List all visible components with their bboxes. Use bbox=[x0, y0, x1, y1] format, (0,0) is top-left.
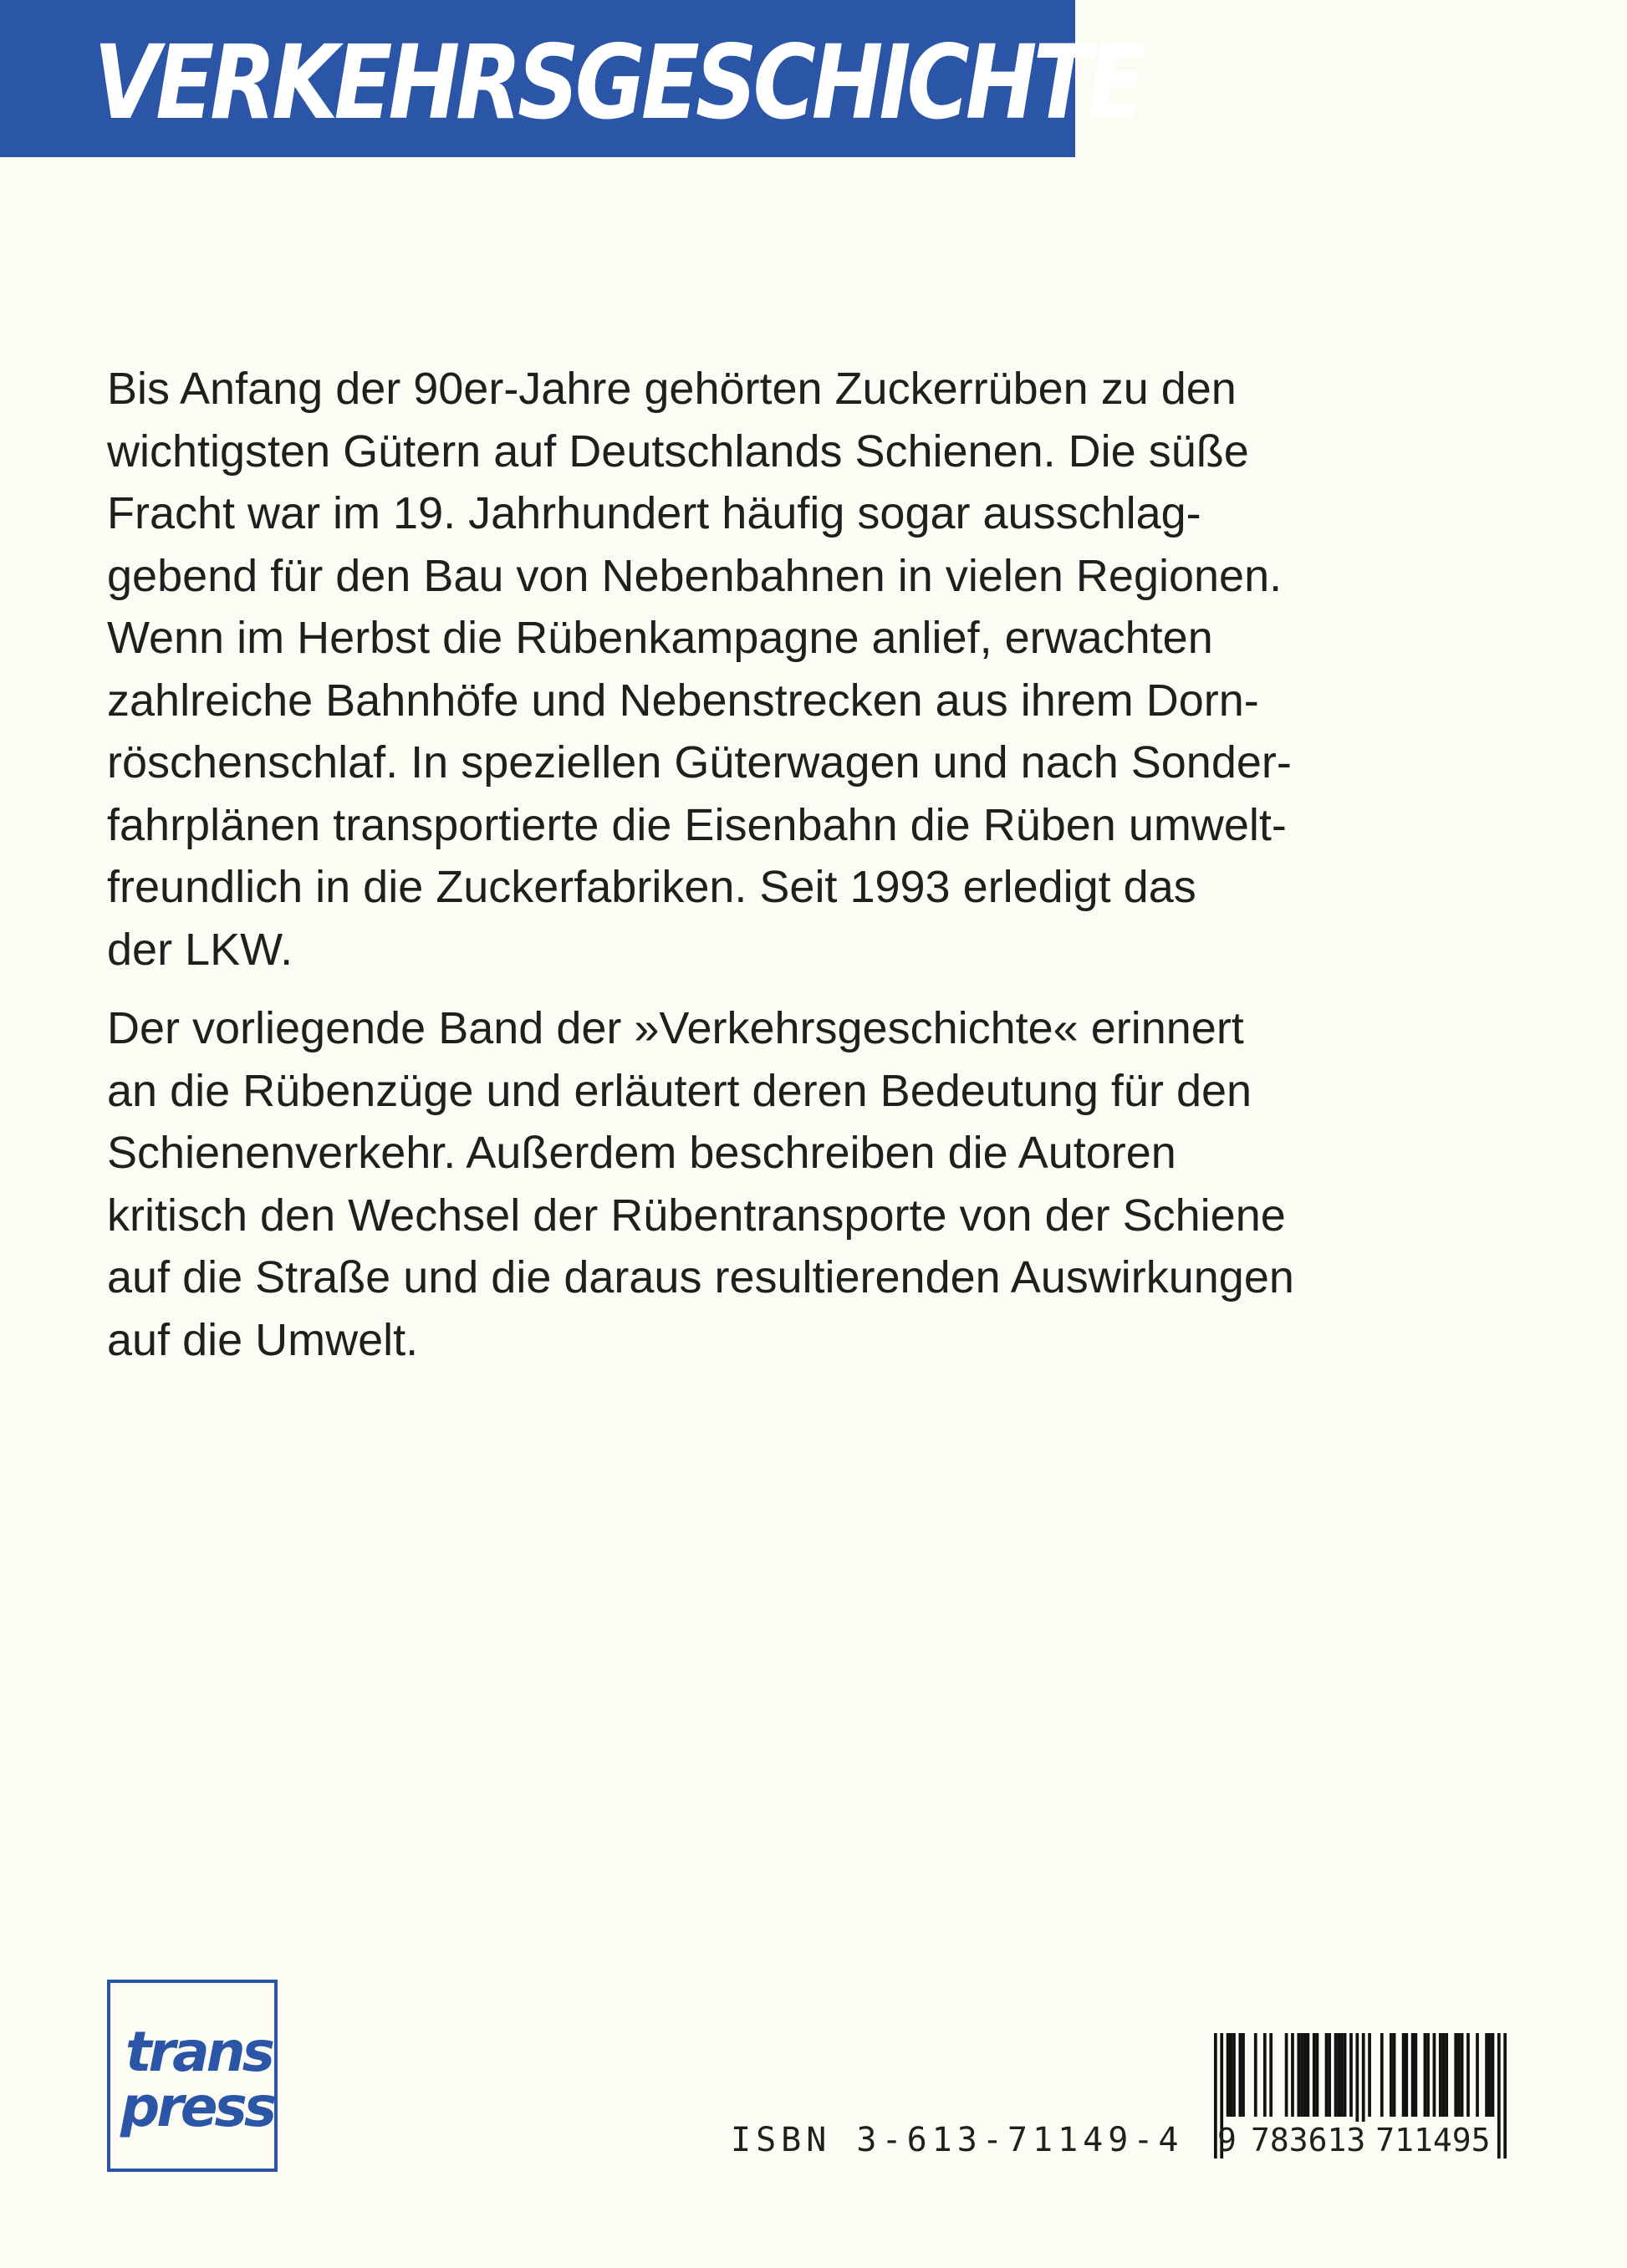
barcode-bar bbox=[1466, 2033, 1470, 2117]
barcode-bar bbox=[1227, 2033, 1230, 2117]
barcode-bar bbox=[1454, 2033, 1457, 2117]
blurb-line: Fracht war im 19. Jahrhundert häufig sogar ausschlag- bbox=[107, 488, 1201, 538]
barcode-bar bbox=[1439, 2033, 1442, 2117]
barcode-bar bbox=[1492, 2033, 1495, 2117]
barcode-bar bbox=[1433, 2033, 1436, 2117]
barcode-bar bbox=[1238, 2033, 1242, 2117]
blurb-line: kritisch den Wechsel der Rübentransporte von der Schiene bbox=[107, 1190, 1286, 1241]
blurb-text bbox=[107, 358, 1528, 1371]
publisher-logo bbox=[107, 1980, 278, 2172]
blurb-line: der LKW. bbox=[107, 924, 293, 975]
blurb-line: freundlich in die Zuckerfabriken. Seit 1993 erledigt das bbox=[107, 862, 1196, 912]
barcode-bar bbox=[1285, 2033, 1288, 2117]
barcode-bar bbox=[1316, 2033, 1319, 2117]
blurb-line: gebend für den Bau von Nebenbahnen in vielen Regionen. bbox=[107, 550, 1283, 601]
barcode-bar bbox=[1503, 2033, 1507, 2158]
barcode-bar bbox=[1461, 2033, 1464, 2117]
barcode-bar bbox=[1405, 2033, 1408, 2117]
blurb-line: auf die Umwelt. bbox=[107, 1314, 419, 1365]
barcode-bar bbox=[1337, 2033, 1340, 2117]
barcode-digit-group: 711495 bbox=[1375, 2122, 1491, 2158]
barcode-bar bbox=[1242, 2033, 1245, 2117]
isbn-label: ISBN 3-613-71149-4 bbox=[731, 2121, 1184, 2159]
blurb-line: wichtigsten Gütern auf Deutschlands Schienen. Die süße bbox=[107, 426, 1249, 477]
blurb-line: an die Rübenzüge und erläutert deren Bedeutung für den bbox=[107, 1065, 1252, 1116]
barcode-bar bbox=[1488, 2033, 1492, 2117]
barcode-bar bbox=[1229, 2033, 1232, 2117]
barcode-bar bbox=[1313, 2033, 1316, 2117]
barcode-bar bbox=[1445, 2033, 1448, 2117]
barcode-bar bbox=[1426, 2033, 1430, 2117]
barcode-bar bbox=[1411, 2033, 1415, 2117]
barcode-bar bbox=[1442, 2033, 1446, 2117]
barcode-bar bbox=[1263, 2033, 1267, 2117]
blurb-line: auf die Straße und die daraus resultierenden Auswirkungen bbox=[107, 1252, 1294, 1302]
blurb-line: Wenn im Herbst die Rübenkampagne anlief, erwachten bbox=[107, 613, 1213, 663]
barcode-bar bbox=[1414, 2033, 1417, 2117]
blurb-line: fahrplänen transportierte die Eisenbahn die Rüben umwelt- bbox=[107, 799, 1287, 850]
barcode-bar bbox=[1393, 2033, 1396, 2117]
barcode-bar bbox=[1291, 2033, 1294, 2117]
barcode-bar bbox=[1390, 2033, 1393, 2117]
paragraph-gap bbox=[107, 981, 1528, 997]
publisher-logo-word: press bbox=[120, 2075, 274, 2139]
barcode-bar bbox=[1476, 2033, 1479, 2117]
blurb-line: Schienenverkehr. Außerdem beschreiben die Autoren bbox=[107, 1128, 1176, 1178]
barcode-bar bbox=[1368, 2033, 1371, 2117]
barcode-bar bbox=[1485, 2033, 1488, 2117]
blurb-line: zahlreiche Bahnhöfe und Nebenstrecken aus ihrem Dorn- bbox=[107, 675, 1259, 726]
barcode-lead-digit: 9 bbox=[1217, 2122, 1237, 2158]
barcode-bar bbox=[1307, 2033, 1310, 2117]
barcode-digits bbox=[1217, 2122, 1492, 2158]
barcode-bar bbox=[1297, 2033, 1300, 2117]
barcode-bar bbox=[1424, 2033, 1427, 2117]
publisher-logo-word: trans bbox=[125, 2020, 272, 2084]
barcode-bar bbox=[1303, 2033, 1307, 2117]
barcode-bar bbox=[1254, 2033, 1257, 2117]
barcode-bar bbox=[1269, 2033, 1273, 2117]
series-title: VERKEHRSGESCHICHTE bbox=[94, 23, 1142, 142]
barcode-bar bbox=[1328, 2033, 1331, 2117]
barcode-bar bbox=[1300, 2033, 1303, 2117]
barcode-bar bbox=[1402, 2033, 1405, 2117]
barcode-bar bbox=[1457, 2033, 1461, 2117]
barcode-bar bbox=[1340, 2033, 1344, 2117]
barcode-bar bbox=[1380, 2033, 1384, 2117]
blurb-line: Bis Anfang der 90er-Jahre gehörten Zuckerrüben zu den bbox=[107, 364, 1237, 414]
barcode-bar bbox=[1349, 2033, 1353, 2117]
barcode-bar bbox=[1325, 2033, 1329, 2117]
barcode-bar bbox=[1497, 2033, 1501, 2158]
series-banner bbox=[0, 0, 1142, 157]
barcode-bar bbox=[1334, 2033, 1338, 2117]
barcode-bar bbox=[1344, 2033, 1347, 2117]
blurb-line: röschenschlaf. In speziellen Güterwagen und nach Sonder- bbox=[107, 737, 1292, 787]
barcode-bar bbox=[1232, 2033, 1236, 2117]
barcode-digit-group: 783613 bbox=[1251, 2122, 1366, 2158]
blurb-line: Der vorliegende Band der »Verkehrsgeschichte« erinnert bbox=[107, 1003, 1244, 1053]
